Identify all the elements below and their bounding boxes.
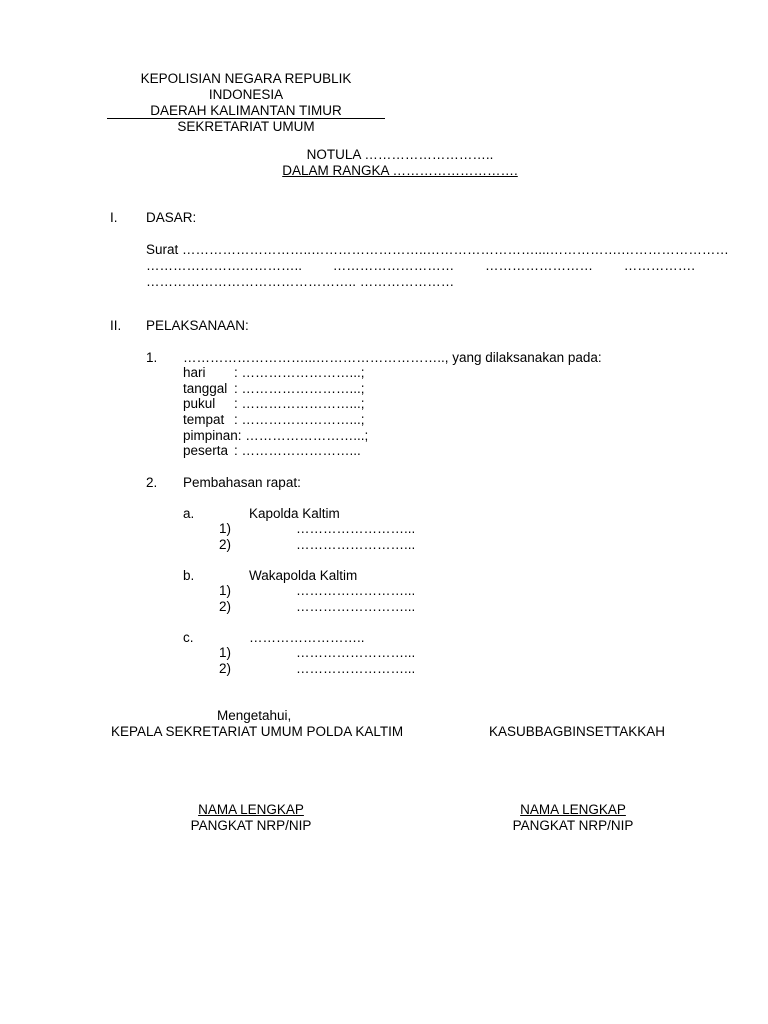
subsection-c-letter: c. bbox=[183, 630, 194, 645]
point-number: 2) bbox=[219, 661, 232, 676]
field-label: tempat bbox=[183, 412, 225, 427]
surat-segment: …………………….... bbox=[426, 242, 550, 257]
point-text: ……………………... bbox=[296, 661, 416, 676]
surat-line-2 bbox=[146, 258, 695, 274]
surat-segment: Surat ……………………….. bbox=[146, 242, 312, 257]
letterhead bbox=[107, 71, 385, 135]
subsection-c-name: …………………….. bbox=[249, 630, 365, 645]
letterhead-line-1: KEPOLISIAN NEGARA REPUBLIK INDONESIA bbox=[140, 71, 352, 102]
surat-segment: ……………. bbox=[549, 242, 621, 257]
item-2-number: 2. bbox=[146, 475, 158, 490]
point-number: 1) bbox=[219, 583, 232, 598]
field-label: pukul bbox=[183, 396, 216, 411]
surat-segment: ………… bbox=[620, 242, 675, 257]
right-signature-block bbox=[473, 802, 673, 833]
surat-line-3: ……………………………………….. ………………… bbox=[146, 274, 455, 289]
surat-segment: …………………………….. bbox=[146, 258, 303, 273]
letterhead-divider bbox=[107, 118, 385, 119]
left-signatory-title: KEPALA SEKRETARIAT UMUM POLDA KALTIM bbox=[111, 724, 404, 739]
point-number: 2) bbox=[219, 537, 232, 552]
field-label: peserta bbox=[183, 443, 229, 458]
field-label: tanggal bbox=[183, 381, 228, 396]
surat-segment: ………… bbox=[674, 242, 729, 257]
subsection-b-name: Wakapolda Kaltim bbox=[249, 568, 358, 583]
field-value: : ……………………...; bbox=[234, 365, 365, 380]
field-value: : ……………………...; bbox=[234, 396, 365, 411]
point-text: ……………………... bbox=[296, 521, 416, 536]
letterhead-line-2: DAERAH KALIMANTAN TIMUR bbox=[150, 103, 342, 118]
surat-line-1 bbox=[146, 242, 729, 258]
left-signatory-rank: PANGKAT NRP/NIP bbox=[190, 817, 312, 833]
letterhead-line-3: SEKRETARIAT UMUM bbox=[177, 119, 315, 134]
field-label: hari bbox=[183, 365, 206, 380]
point-number: 2) bbox=[219, 599, 232, 614]
field-peserta bbox=[183, 443, 361, 459]
acknowledged-label: Mengetahui, bbox=[217, 708, 292, 723]
surat-segment: …………………….. bbox=[311, 242, 427, 257]
surat-segment: …………………… bbox=[484, 258, 593, 273]
point-number: 1) bbox=[219, 521, 232, 536]
item-1-number: 1. bbox=[146, 350, 158, 365]
right-signatory-rank: PANGKAT NRP/NIP bbox=[512, 817, 634, 833]
title-line-1: NOTULA ……………………….. bbox=[306, 147, 494, 162]
surat-segment: ……………. bbox=[623, 258, 695, 273]
subsection-b-letter: b. bbox=[183, 568, 195, 583]
section-2-number: II. bbox=[110, 318, 122, 333]
field-hari bbox=[183, 365, 365, 381]
field-pimpinan bbox=[183, 428, 368, 444]
subsection-a-letter: a. bbox=[183, 506, 195, 521]
field-pukul bbox=[183, 396, 365, 412]
left-signature-block bbox=[151, 802, 351, 833]
surat-segment: ……………………… bbox=[332, 258, 455, 273]
section-1-number: I. bbox=[110, 210, 118, 225]
section-1-heading: DASAR: bbox=[146, 210, 197, 225]
field-value: : ……………………...; bbox=[234, 412, 365, 427]
left-signatory-name: NAMA LENGKAP bbox=[198, 802, 304, 817]
point-text: ……………………... bbox=[296, 537, 416, 552]
right-signatory-title: KASUBBAGBINSETTAKKAH bbox=[489, 724, 666, 739]
section-2-heading: PELAKSANAAN: bbox=[146, 318, 249, 333]
field-tanggal bbox=[183, 381, 365, 397]
item-1-intro: ………………………...……………………….., yang dilaksanakan pada: bbox=[183, 350, 602, 365]
field-value: : ……………………... bbox=[234, 443, 361, 458]
field-value: : ……………………...; bbox=[234, 381, 365, 396]
point-text: ……………………... bbox=[296, 645, 416, 660]
field-value: ……………………...; bbox=[241, 428, 369, 443]
title-line-2: DALAM RANGKA ………………………. bbox=[282, 163, 518, 178]
point-text: ……………………... bbox=[296, 599, 416, 614]
document-title bbox=[200, 147, 600, 179]
subsection-a-name: Kapolda Kaltim bbox=[249, 506, 340, 521]
point-number: 1) bbox=[219, 645, 232, 660]
point-text: ……………………... bbox=[296, 583, 416, 598]
item-2-heading: Pembahasan rapat: bbox=[183, 475, 301, 490]
right-signatory-name: NAMA LENGKAP bbox=[520, 802, 626, 817]
field-tempat bbox=[183, 412, 365, 428]
field-label: pimpinan: bbox=[183, 428, 242, 443]
